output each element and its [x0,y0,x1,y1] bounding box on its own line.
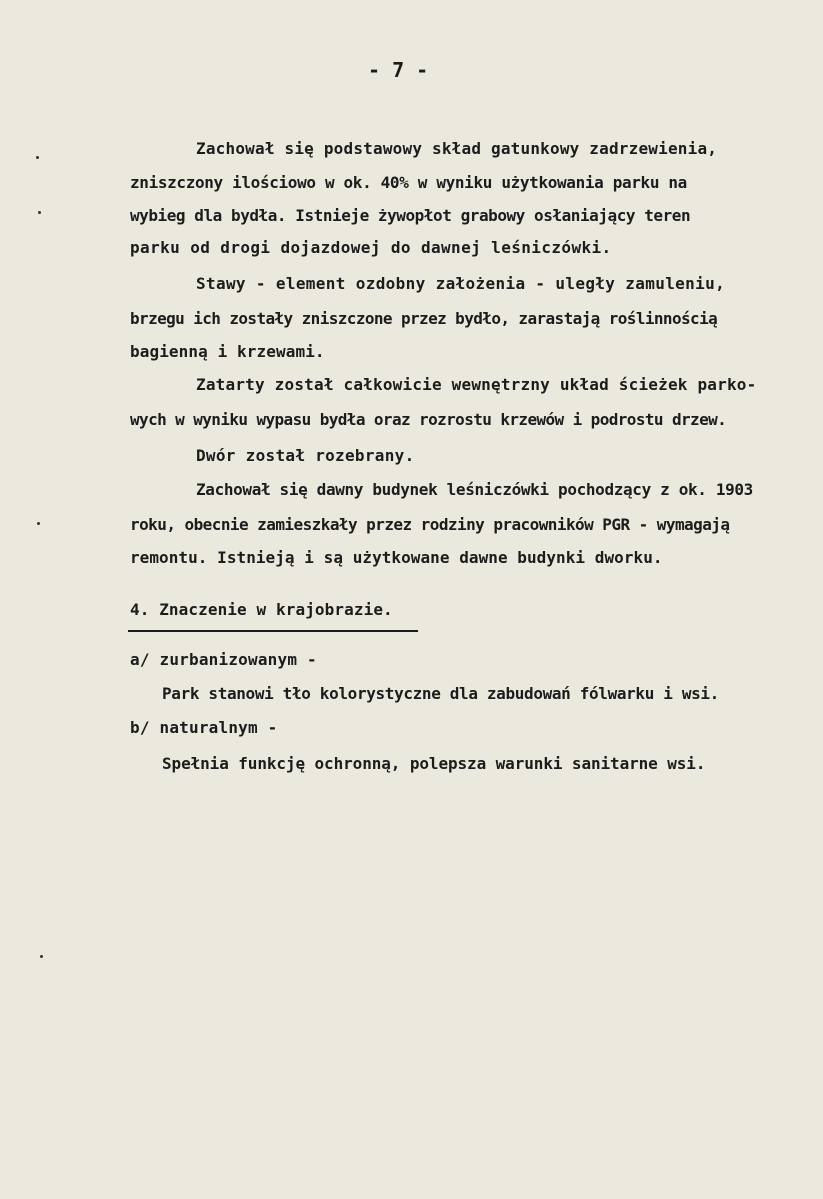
text-line-11: Zachował się dawny budynek leśniczówki pochodzący z ok. 1903 [196,480,753,499]
text-line-3: wybieg dla bydła. Istnieje żywopłot grabowy osłaniający teren [130,206,691,225]
text-line-8: Zatarty został całkowicie wewnętrzny układ ścieżek parko- [196,375,757,394]
text-line-2: zniszczony ilościowo w ok. 40% w wyniku użytkowania parku na [130,173,687,192]
page-number: - 7 - [368,58,429,82]
text-line-b-desc: Spełnia funkcję ochronną, polepsza warunki sanitarne wsi. [162,754,706,773]
margin-mark [38,211,41,214]
text-line-1: Zachował się podstawowy skład gatunkowy zadrzewienia, [196,139,718,158]
text-line-b: b/ naturalnym - [130,718,278,737]
text-line-10: Dwór został rozebrany. [196,446,415,465]
text-line-a-desc: Park stanowi tło kolorystyczne dla zabudowań fólwarku i wsi. [162,684,719,703]
text-line-6: brzegu ich zostały zniszczone przez bydło, zarastają roślinnością [130,309,718,328]
text-line-4: parku od drogi dojazdowej do dawnej leśniczówki. [130,238,612,257]
margin-mark [40,955,43,958]
text-line-a: a/ zurbanizowanym - [130,650,317,669]
margin-mark [36,156,39,159]
text-line-5: Stawy - element ozdobny założenia - uległy zamuleniu, [196,274,726,293]
heading-underline [128,630,418,632]
margin-mark [37,522,40,525]
text-line-9: wych w wyniku wypasu bydła oraz rozrostu krzewów i podrostu drzew. [130,410,727,429]
text-line-12: roku, obecnie zamieszkały przez rodziny pracowników PGR - wymagają [130,515,730,534]
text-line-7: bagienną i krzewami. [130,342,325,361]
text-line-13: remontu. Istnieją i są użytkowane dawne budynki dworku. [130,548,663,567]
section-heading: 4. Znaczenie w krajobrazie. [130,600,393,619]
